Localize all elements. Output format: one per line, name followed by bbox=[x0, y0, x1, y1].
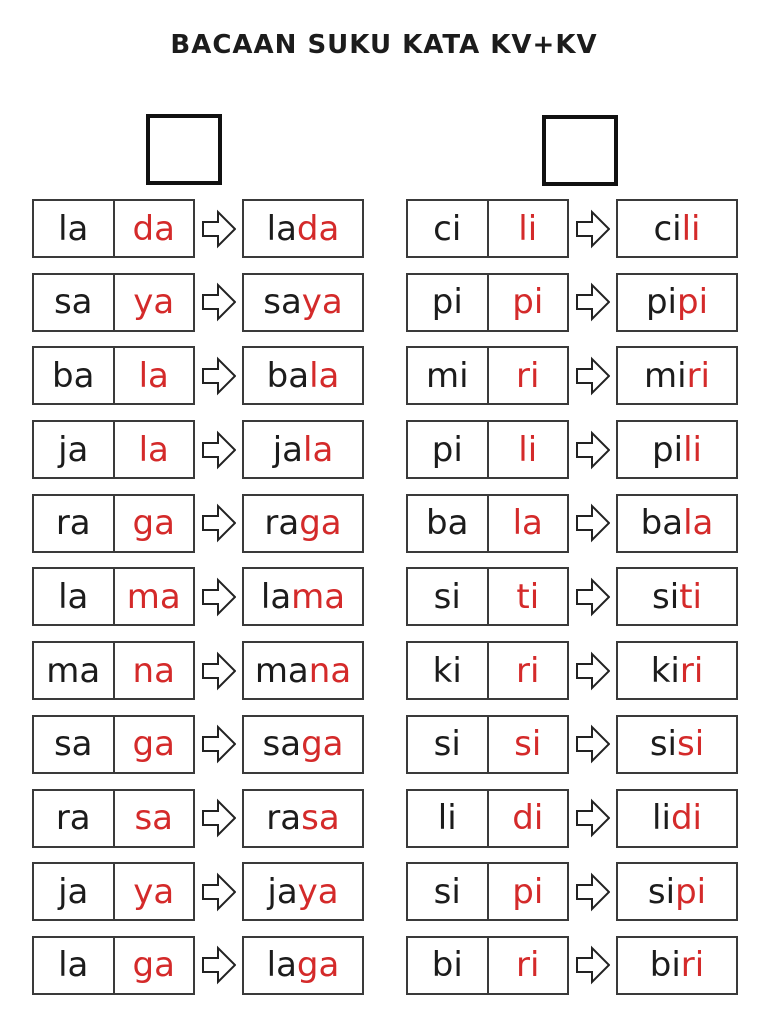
syllable-second: la bbox=[138, 355, 169, 396]
syllable-row bbox=[406, 862, 738, 921]
syllable-pair-box bbox=[406, 199, 569, 258]
syllable-pair-box bbox=[406, 494, 569, 553]
word-box bbox=[616, 420, 738, 479]
word-first-part: ja bbox=[272, 429, 303, 470]
word-box bbox=[616, 789, 738, 848]
syllable-cell-first bbox=[34, 791, 115, 846]
word-second-part: ya bbox=[301, 282, 343, 323]
right-block-arrow-icon bbox=[202, 651, 236, 691]
right-block-arrow-icon bbox=[576, 872, 610, 912]
syllable-first: si bbox=[433, 576, 461, 617]
word-first-part: ma bbox=[254, 650, 309, 691]
syllable-cell-first bbox=[408, 864, 489, 919]
word-box bbox=[616, 567, 738, 626]
word-second-part: li bbox=[683, 429, 702, 470]
syllable-cell-second bbox=[115, 717, 194, 772]
syllable-first: la bbox=[58, 208, 89, 249]
syllable-cell-second bbox=[489, 422, 568, 477]
syllable-cell-second bbox=[115, 348, 194, 403]
syllable-pair-box bbox=[406, 789, 569, 848]
word-first-part: pi bbox=[652, 429, 684, 470]
syllable-first: ra bbox=[55, 798, 91, 838]
syllable-first: si bbox=[433, 724, 461, 765]
right-block-arrow-icon bbox=[202, 872, 236, 912]
word-second-part: ti bbox=[679, 576, 702, 617]
syllable-cell-second bbox=[489, 791, 568, 846]
syllable-row bbox=[32, 936, 364, 995]
syllable-second: ya bbox=[133, 871, 175, 912]
word-box bbox=[242, 346, 364, 405]
word-box bbox=[242, 715, 364, 774]
syllable-first: ci bbox=[433, 208, 462, 249]
syllable-pair-box bbox=[406, 936, 569, 995]
syllable-row bbox=[32, 273, 364, 332]
syllable-second: la bbox=[138, 429, 169, 470]
word-box bbox=[242, 641, 364, 700]
word-second-part: ga bbox=[299, 503, 342, 544]
word-box bbox=[616, 936, 738, 995]
syllable-second: ri bbox=[516, 945, 540, 986]
syllable-second: li bbox=[518, 208, 538, 249]
word-second-part: ri bbox=[679, 650, 704, 691]
syllable-row bbox=[406, 715, 738, 774]
syllable-pair-box bbox=[32, 862, 195, 921]
word-box bbox=[242, 273, 364, 332]
right-block-arrow-icon bbox=[202, 798, 236, 838]
syllable-pair-box bbox=[406, 346, 569, 405]
word-second-part: ga bbox=[301, 724, 344, 765]
syllable-first: ma bbox=[46, 650, 101, 691]
syllable-second: li bbox=[518, 429, 538, 470]
syllable-cell-second bbox=[489, 864, 568, 919]
syllable-cell-second bbox=[115, 791, 194, 846]
syllable-cell-first bbox=[34, 864, 115, 919]
syllable-cell-first bbox=[34, 569, 115, 624]
syllable-second: sa bbox=[134, 798, 174, 838]
syllable-cell-first bbox=[34, 201, 115, 256]
syllable-row bbox=[406, 789, 738, 848]
word-box bbox=[616, 715, 738, 774]
word-second-part: na bbox=[308, 650, 352, 691]
word-first-part: ra bbox=[264, 503, 300, 544]
syllable-cell-first bbox=[408, 717, 489, 772]
word-first-part: la bbox=[266, 945, 297, 986]
word-box bbox=[242, 862, 364, 921]
syllable-column-left bbox=[32, 199, 364, 995]
syllable-row bbox=[406, 641, 738, 700]
syllable-pair-box bbox=[32, 273, 195, 332]
syllable-cell-second bbox=[115, 643, 194, 698]
syllable-pair-box bbox=[406, 273, 569, 332]
syllable-column-right bbox=[406, 199, 738, 995]
word-box bbox=[616, 494, 738, 553]
syllable-cell-first bbox=[408, 201, 489, 256]
word-first-part: ci bbox=[653, 208, 682, 249]
syllable-cell-first bbox=[408, 496, 489, 551]
word-first-part: la bbox=[260, 576, 292, 617]
syllable-cell-first bbox=[408, 569, 489, 624]
syllable-row bbox=[32, 789, 364, 848]
syllable-cell-first bbox=[34, 275, 115, 330]
syllable-row bbox=[32, 715, 364, 774]
syllable-second: ma bbox=[126, 576, 181, 617]
syllable-first: bi bbox=[431, 945, 463, 986]
syllable-row bbox=[32, 346, 364, 405]
syllable-cell-second bbox=[115, 569, 194, 624]
page-title: BACAAN SUKU KATA KV+KV bbox=[170, 30, 598, 60]
word-box bbox=[616, 346, 738, 405]
word-first-part: mi bbox=[643, 355, 687, 396]
right-block-arrow-icon bbox=[202, 209, 236, 249]
syllable-pair-box bbox=[406, 862, 569, 921]
word-second-part: pi bbox=[675, 871, 707, 912]
syllable-cell-second bbox=[489, 569, 568, 624]
syllable-cell-first bbox=[34, 643, 115, 698]
syllable-cell-second bbox=[489, 348, 568, 403]
syllable-first: pi bbox=[431, 282, 463, 323]
syllable-cell-second bbox=[115, 422, 194, 477]
word-box bbox=[616, 862, 738, 921]
syllable-pair-box bbox=[32, 494, 195, 553]
syllable-first: sa bbox=[53, 282, 93, 323]
syllable-second: na bbox=[132, 650, 175, 691]
word-first-part: ja bbox=[267, 871, 298, 912]
syllable-cell-first bbox=[408, 791, 489, 846]
word-first-part: si bbox=[649, 724, 677, 765]
syllable-cell-first bbox=[408, 938, 489, 993]
word-box bbox=[616, 641, 738, 700]
syllable-first: ba bbox=[426, 503, 469, 544]
word-first-part: si bbox=[652, 576, 680, 617]
syllable-second: ga bbox=[132, 503, 175, 544]
syllable-row bbox=[32, 199, 364, 258]
word-second-part: da bbox=[296, 208, 340, 249]
syllable-second: ya bbox=[133, 282, 175, 323]
syllable-pair-box bbox=[406, 567, 569, 626]
syllable-second: di bbox=[512, 798, 544, 838]
syllable-pair-box bbox=[406, 641, 569, 700]
syllable-row bbox=[406, 199, 738, 258]
syllable-first: mi bbox=[425, 355, 469, 396]
syllable-row bbox=[406, 273, 738, 332]
syllable-row bbox=[406, 346, 738, 405]
word-first-part: sa bbox=[262, 724, 302, 765]
syllable-first: la bbox=[58, 945, 89, 986]
right-block-arrow-icon bbox=[576, 651, 610, 691]
word-first-part: bi bbox=[649, 945, 681, 986]
syllable-cell-first bbox=[34, 348, 115, 403]
word-box bbox=[242, 567, 364, 626]
word-second-part: la bbox=[303, 429, 334, 470]
syllable-pair-box bbox=[32, 420, 195, 479]
word-first-part: si bbox=[647, 871, 676, 912]
syllable-first: sa bbox=[53, 724, 93, 765]
word-box bbox=[616, 273, 738, 332]
syllable-row bbox=[32, 420, 364, 479]
word-second-part: si bbox=[677, 724, 705, 765]
right-block-arrow-icon bbox=[576, 945, 610, 985]
word-first-part: ra bbox=[266, 798, 302, 838]
syllable-cell-second bbox=[489, 717, 568, 772]
syllable-cell-first bbox=[34, 938, 115, 993]
right-block-arrow-icon bbox=[576, 724, 610, 764]
right-block-arrow-icon bbox=[202, 503, 236, 543]
word-second-part: ri bbox=[686, 355, 710, 396]
syllable-row bbox=[32, 862, 364, 921]
syllable-second: ga bbox=[132, 945, 175, 986]
word-box bbox=[242, 420, 364, 479]
syllable-first: ra bbox=[55, 503, 91, 544]
syllable-first: ki bbox=[432, 650, 462, 691]
syllable-cell-first bbox=[408, 643, 489, 698]
syllable-cell-second bbox=[489, 201, 568, 256]
syllable-first: la bbox=[58, 576, 89, 617]
syllable-cell-second bbox=[115, 275, 194, 330]
syllable-cell-second bbox=[489, 938, 568, 993]
right-block-arrow-icon bbox=[576, 282, 610, 322]
syllable-second: pi bbox=[512, 871, 544, 912]
syllable-cell-second bbox=[115, 938, 194, 993]
word-second-part: ma bbox=[291, 576, 346, 617]
syllable-first: si bbox=[433, 871, 461, 912]
syllable-second: si bbox=[514, 724, 542, 765]
syllable-pair-box bbox=[406, 420, 569, 479]
right-block-arrow-icon bbox=[202, 356, 236, 396]
syllable-row bbox=[406, 936, 738, 995]
syllable-cell-second bbox=[489, 496, 568, 551]
word-box bbox=[242, 199, 364, 258]
syllable-pair-box bbox=[406, 715, 569, 774]
right-block-arrow-icon bbox=[576, 356, 610, 396]
syllable-cell-second bbox=[115, 201, 194, 256]
syllable-first: li bbox=[437, 798, 457, 838]
word-first-part: sa bbox=[263, 282, 302, 323]
syllable-second: ri bbox=[516, 355, 540, 396]
syllable-cell-first bbox=[408, 348, 489, 403]
syllable-first: pi bbox=[431, 429, 463, 470]
right-block-arrow-icon bbox=[202, 282, 236, 322]
right-block-arrow-icon bbox=[202, 430, 236, 470]
word-box bbox=[242, 494, 364, 553]
syllable-second: ti bbox=[516, 576, 540, 617]
syllable-pair-box bbox=[32, 936, 195, 995]
word-box bbox=[242, 789, 364, 848]
syllable-cell-second bbox=[115, 496, 194, 551]
syllable-second: ri bbox=[516, 650, 540, 691]
syllable-second: da bbox=[132, 208, 175, 249]
syllable-cell-second bbox=[489, 643, 568, 698]
right-block-arrow-icon bbox=[576, 209, 610, 249]
syllable-pair-box bbox=[32, 199, 195, 258]
right-block-arrow-icon bbox=[202, 577, 236, 617]
syllable-pair-box bbox=[32, 567, 195, 626]
syllable-pair-box bbox=[32, 346, 195, 405]
word-second-part: pi bbox=[677, 282, 709, 323]
word-first-part: ki bbox=[650, 650, 680, 691]
word-second-part: la bbox=[309, 355, 340, 396]
right-block-arrow-icon bbox=[202, 945, 236, 985]
word-first-part: ba bbox=[640, 503, 684, 544]
syllable-row bbox=[406, 567, 738, 626]
syllable-cell-first bbox=[408, 275, 489, 330]
syllable-pair-box bbox=[32, 641, 195, 700]
word-first-part: li bbox=[652, 798, 671, 838]
right-block-arrow-icon bbox=[576, 577, 610, 617]
word-second-part: di bbox=[670, 798, 702, 838]
syllable-row bbox=[32, 494, 364, 553]
word-box bbox=[616, 199, 738, 258]
word-second-part: ya bbox=[297, 871, 339, 912]
right-block-arrow-icon bbox=[202, 724, 236, 764]
right-block-arrow-icon bbox=[576, 798, 610, 838]
word-first-part: ba bbox=[266, 355, 310, 396]
right-block-arrow-icon bbox=[576, 503, 610, 543]
syllable-pair-box bbox=[32, 715, 195, 774]
syllable-second: la bbox=[512, 503, 543, 544]
syllable-cell-second bbox=[489, 275, 568, 330]
word-second-part: la bbox=[683, 503, 714, 544]
syllable-second: ga bbox=[132, 724, 175, 765]
word-second-part: sa bbox=[301, 798, 340, 838]
syllable-cell-second bbox=[115, 864, 194, 919]
syllable-cell-first bbox=[34, 422, 115, 477]
syllable-row bbox=[406, 420, 738, 479]
syllable-row bbox=[32, 641, 364, 700]
syllable-second: pi bbox=[512, 282, 544, 323]
word-second-part: ri bbox=[680, 945, 705, 986]
word-box bbox=[242, 936, 364, 995]
syllable-cell-first bbox=[34, 496, 115, 551]
syllable-first: ja bbox=[58, 429, 89, 470]
right-block-arrow-icon bbox=[576, 430, 610, 470]
syllable-cell-first bbox=[408, 422, 489, 477]
word-second-part: ga bbox=[296, 945, 340, 986]
picture-box bbox=[146, 114, 222, 185]
word-second-part: li bbox=[681, 208, 701, 249]
word-first-part: la bbox=[266, 208, 297, 249]
word-first-part: pi bbox=[645, 282, 677, 323]
syllable-first: ba bbox=[52, 355, 95, 396]
syllable-row bbox=[406, 494, 738, 553]
syllable-cell-first bbox=[34, 717, 115, 772]
syllable-pair-box bbox=[32, 789, 195, 848]
syllable-row bbox=[32, 567, 364, 626]
picture-box bbox=[542, 115, 618, 186]
syllable-first: ja bbox=[58, 871, 89, 912]
